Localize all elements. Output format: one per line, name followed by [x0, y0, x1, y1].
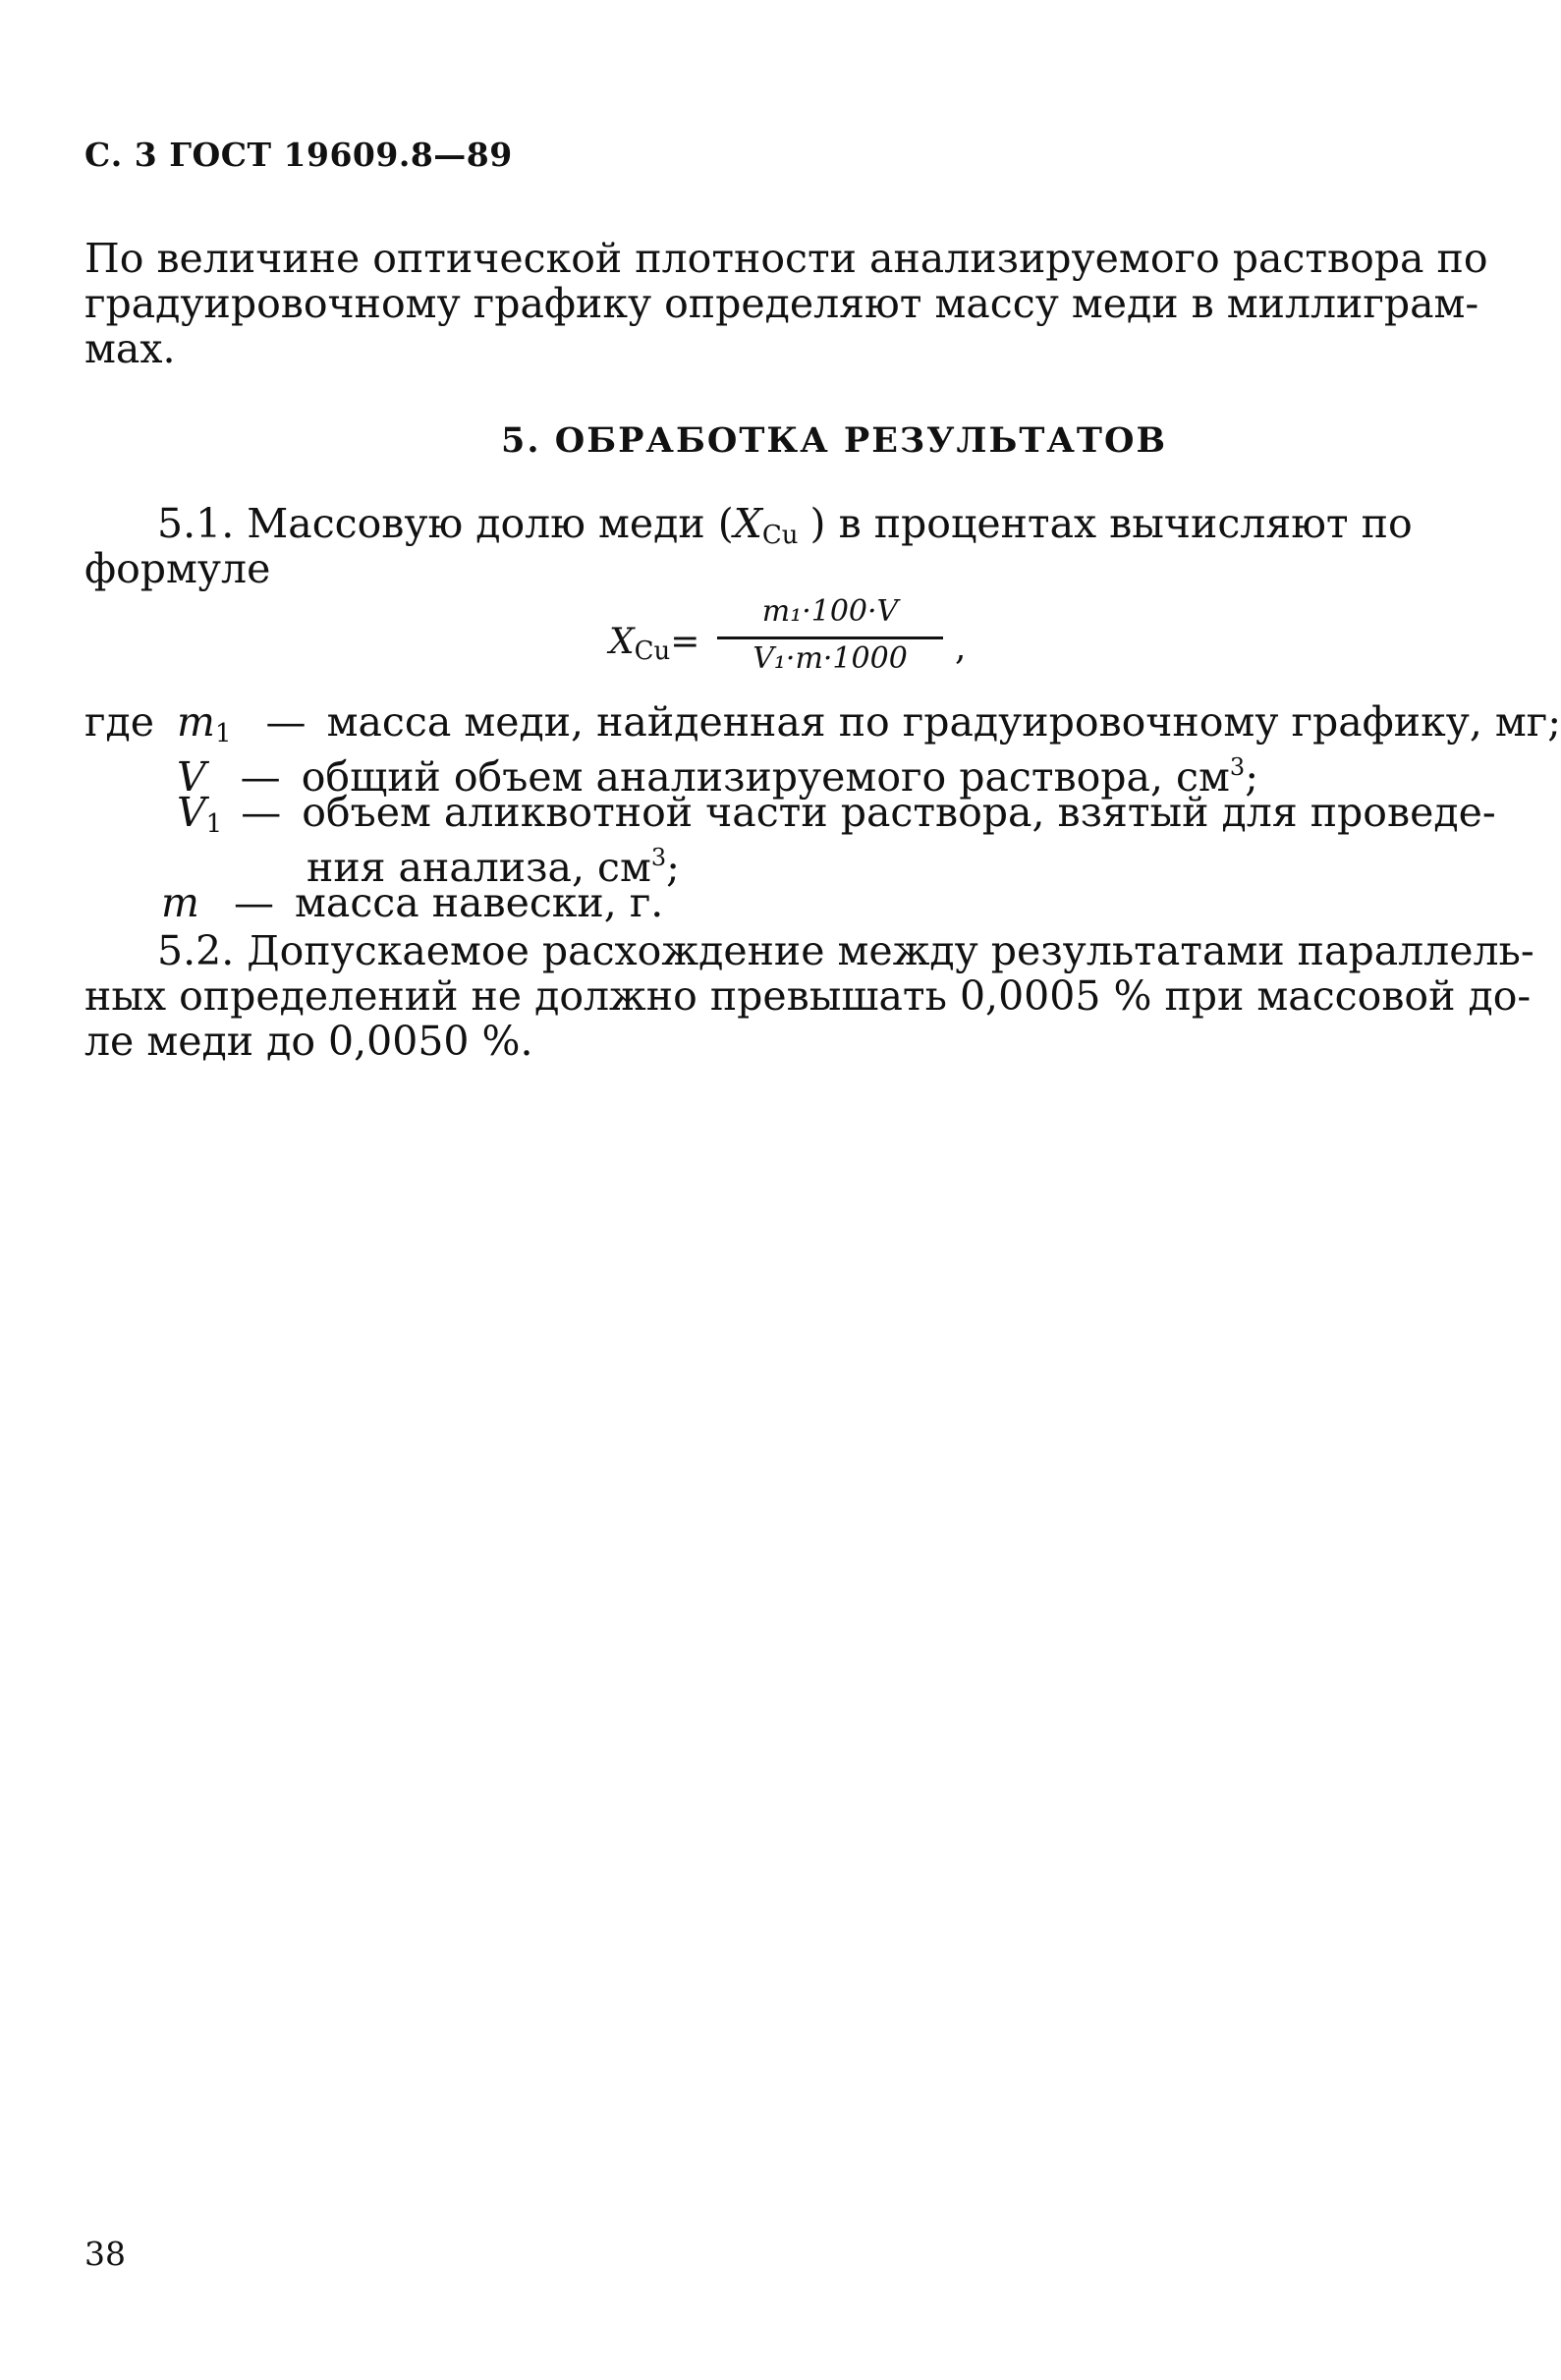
p51-text-a: 5.1. Массовую долю меди ( — [157, 500, 734, 547]
page-number: 38 — [84, 2235, 126, 2273]
p52-line-2: ных определений не должно превышать 0,0005 % при массовой до- — [84, 972, 1532, 1020]
legend-text: ния анализа, см — [307, 844, 651, 891]
p52-line-3: ле меди до 0,0050 %. — [84, 1018, 533, 1065]
legend-dash: — — [233, 879, 274, 926]
legend-text: масса меди, найденная по градуировочному графику, мг; — [326, 698, 1561, 746]
legend-text: объем аликвотной части раствора, взятый для проведе- — [302, 789, 1496, 836]
legend-symbol-sub: 1 — [205, 809, 223, 839]
formula-comma: , — [955, 628, 967, 668]
legend-dash: — — [240, 753, 281, 801]
legend-sup: 3 — [650, 844, 667, 871]
legend-symbol: V — [177, 789, 206, 836]
section-title: 5. ОБРАБОТКА РЕЗУЛЬТАТОВ — [501, 420, 1168, 461]
legend-end: ; — [1245, 753, 1259, 801]
fraction-bar — [717, 637, 943, 639]
legend-symbol: m — [177, 698, 215, 746]
legend-text: масса навески, г. — [294, 879, 664, 926]
intro-line-1: По величине оптической плотности анализируемого раствора по — [84, 235, 1488, 282]
legend-row — [161, 880, 663, 925]
legend-symbol-sub: 1 — [214, 719, 232, 748]
formula-lhs — [609, 622, 699, 666]
legend-symbol: V — [177, 753, 206, 801]
p51-line-1 — [157, 501, 1413, 558]
legend-end: ; — [666, 844, 680, 891]
p52-line-1: 5.2. Допускаемое расхождение между результатами параллель- — [157, 927, 1534, 974]
formula-lhs-sub: Cu — [634, 637, 671, 666]
p51-symbol: X — [733, 500, 762, 547]
document-header: С. 3 ГОСТ 19609.8—89 — [84, 136, 513, 174]
legend-symbol: m — [161, 879, 199, 926]
legend-sup: 3 — [1229, 753, 1246, 781]
formula-denominator: V₁·m·1000 — [753, 641, 908, 676]
p51-symbol-sub: Cu — [761, 521, 799, 550]
p51-line-2: формуле — [84, 545, 271, 592]
p51-text-b: ) в процентах вычисляют по — [809, 500, 1413, 547]
formula-lhs-symbol: X — [609, 622, 635, 662]
legend-dash: — — [265, 698, 307, 746]
intro-line-2: градуировочному графику определяют массу меди в миллиграм- — [84, 280, 1479, 327]
legend-dash: — — [241, 789, 282, 836]
intro-line-3: мах. — [84, 325, 176, 372]
legend-text: общий объем анализируемого раствора, см — [301, 753, 1230, 801]
legend-prefix: где — [84, 698, 154, 746]
formula-equals: = — [670, 622, 700, 662]
formula-numerator: m₁·100·V — [761, 594, 899, 629]
